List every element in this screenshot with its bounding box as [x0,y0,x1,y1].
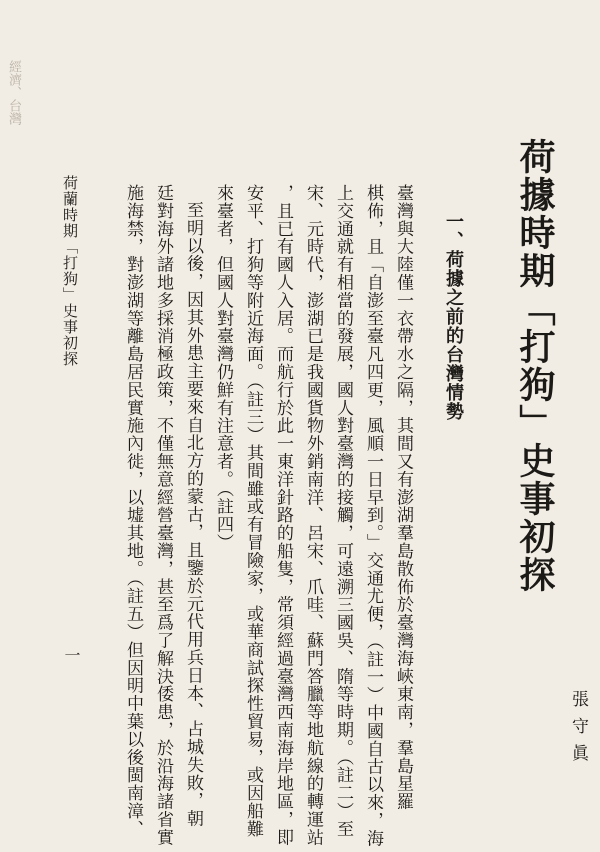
body-column-2: 棋佈，且「自澎至臺凡四更，風順一日早到。」交通尤便，（註一）中國自古以來，海 [363,184,383,848]
body-column-5: ，且已有國人入居。而航行於此一東洋針路的船隻，常須經過臺灣西南海岸地區，即 [273,184,293,847]
body-column-10: 施海禁，對澎湖等離島居民實施內徙，以墟其地。（註五）但因明中葉以後閩南漳、 [123,184,143,838]
author-name: 張守眞 [568,690,588,771]
article-title: 荷據時期「打狗」史事初探 [514,138,556,594]
running-head: 荷蘭時期「打狗」史事初探 [61,175,79,367]
body-column-1: 臺灣與大陸僅一衣帶水之隔，其間又有澎湖羣島散佈於臺灣海峽東南，羣島星羅 [393,184,413,811]
body-column-8: 至明以後，因其外患主要來自北方的蒙古，且鑒於元代用兵日本、占城失敗，朝 [183,201,203,828]
body-column-7: 來臺者，但國人對臺灣仍鮮有注意者。（註四） [213,184,233,552]
body-column-9: 廷對海外諸地多採消極政策，不僅無意經營臺灣，甚至爲了解決倭患，於沿海諸省實 [153,184,173,847]
body-column-3: 上交通就有相當的發展，國人對臺灣的接觸，可遠溯三國吳、隋等時期。（註二）至 [333,184,353,838]
section-heading: 一、荷據之前的台灣情勢 [443,212,464,421]
body-column-4: 宋、元時代，澎湖已是我國貨物外銷南洋、呂宋、爪哇、蘇門答臘等地航線的轉運站 [303,184,323,847]
page-number: 一 [62,647,81,663]
body-column-6: 安平、打狗等附近海面。（註三）其間雖或有冒險家，或華商試探性貿易，或因船難 [243,184,263,838]
bleed-through-text: 經濟、台灣 [6,60,21,125]
